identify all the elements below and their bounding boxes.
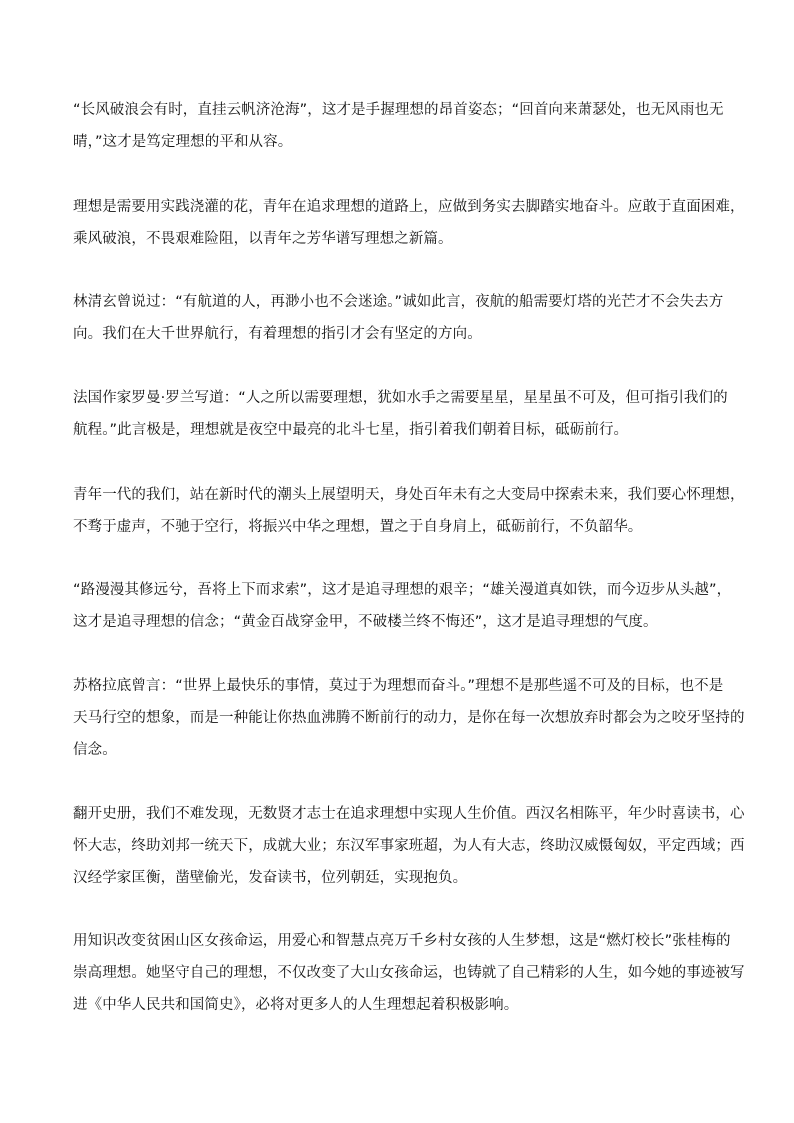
paragraph-line: “路漫漫其修远兮，吾将上下而求索”，这才是追寻理想的艰辛；“雄关漫道真如铁，而今迈步从头越”， [73,582,732,598]
paragraph-6 [73,574,733,638]
paragraph-9 [73,925,745,1021]
paragraph-line: 林清玄曾说过：“有航道的人，再渺小也不会迷途。”诚如此言，夜航的船需要灯塔的光芒才不会失去方 [73,294,724,310]
paragraph-line: 乘风破浪，不畏艰难险阻，以青年之芳华谱写理想之新篇。 [73,231,453,247]
paragraph-line: 这才是追寻理想的信念；“黄金百战穿金甲，不破楼兰终不悔还”，这才是追寻理想的气度。 [73,614,658,630]
paragraph-7 [73,670,745,766]
paragraph-line: 进《中华人民共和国简史》，必将对更多人的人生理想起着积极影响。 [73,997,519,1013]
paragraph-line: 苏格拉底曾言：“世界上最快乐的事情，莫过于为理想而奋斗。”理想不是那些遥不可及的目标，也不是 [73,678,724,694]
paragraph-line: 汉经学家匡衡，凿壁偷光，发奋读书，位列朝廷，实现抱负。 [73,870,468,886]
paragraph-line: 不骛于虚声，不驰于空行，将振兴中华之理想，置之于自身肩上，砥砺前行，不负韶华。 [73,519,643,535]
paragraph-line: 晴，”这才是笃定理想的平和从容。 [73,134,293,150]
paragraph-line: 向。我们在大千世界航行，有着理想的指引才会有坚定的方向。 [73,326,482,342]
paragraph-line: 信念。 [73,742,117,758]
paragraph-line: 怀大志，终助刘邦一统天下，成就大业；东汉军事家班超，为人有大志，终助汉威慑匈奴，平定西域；西 [73,838,745,854]
paragraph-line: 天马行空的想象，而是一种能让你热血沸腾不断前行的动力，是你在每一次想放弃时都会为之咬牙坚持的 [73,710,745,726]
paragraph-line: 崇高理想。她坚守自己的理想，不仅改变了大山女孩命运，也铸就了自己精彩的人生，如今她的事迹被写 [73,965,745,981]
paragraph-4 [73,382,733,446]
paragraph-line: 理想是需要用实践浇灌的花，青年在追求理想的道路上，应做到务实去脚踏实地奋斗。应敢于直面困难， [73,199,745,215]
paragraph-line: “长风破浪会有时，直挂云帆济沧海”，这才是手握理想的昂首姿态；“回首向来萧瑟处，也无风雨也无 [73,102,724,118]
paragraph-3 [73,286,733,350]
paragraph-line: 翻开史册，我们不难发现，无数贤才志士在追求理想中实现人生价值。西汉名相陈平，年少时喜读书，心 [73,806,745,822]
paragraph-line: 法国作家罗曼·罗兰写道：“人之所以需要理想，犹如水手之需要星星，星星虽不可及，但可指引我们的 [73,390,728,406]
paragraph-2 [73,191,745,255]
paragraph-line: 用知识改变贫困山区女孩命运，用爱心和智慧点亮万千乡村女孩的人生梦想，这是“燃灯校长”张桂梅的 [73,933,731,949]
paragraph-line: 航程。”此言极是，理想就是夜空中最亮的北斗七星，指引着我们朝着目标，砥砺前行。 [73,422,629,438]
document-page [73,0,745,1123]
paragraph-line: 青年一代的我们，站在新时代的潮头上展望明天，身处百年未有之大变局中探索未来，我们要心怀理想， [73,487,745,503]
paragraph-8 [73,798,745,894]
paragraph-1 [73,94,733,158]
paragraph-5 [73,479,745,543]
